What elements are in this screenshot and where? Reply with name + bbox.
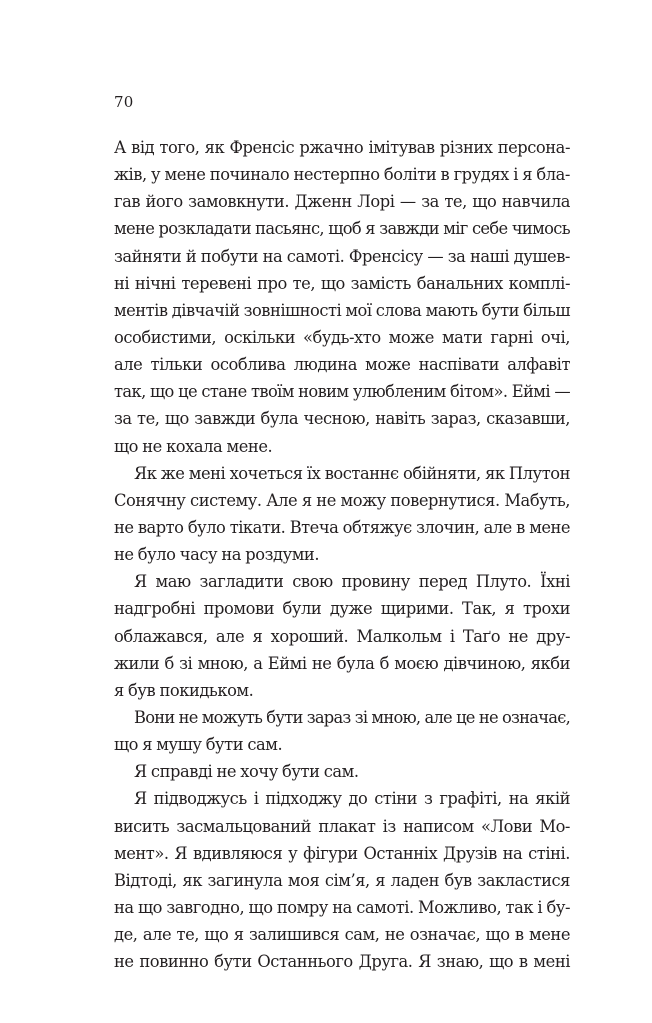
text-line: зайняти й побути на самоті. Френсісу — за наші душев- — [114, 246, 570, 266]
text-line: Я маю загладити свою провину перед Плуто. Їхні — [134, 572, 570, 592]
text-line: ні нічні теревені про те, що замість банальних комплі- — [114, 273, 570, 293]
text-line: Як же мені хочеться їх востаннє обійняти, як Плутон — [134, 463, 570, 483]
text-line: особистими, оскільки «будь-хто може мати гарні очі, — [114, 327, 570, 347]
text-line: що я мушу бути сам. — [114, 735, 283, 755]
text-line: облажався, але я хороший. Малкольм і Таґо не дру- — [114, 626, 570, 646]
text-line: не повинно бути Останнього Друга. Я знаю, що в мені — [114, 952, 570, 972]
text-line: за те, що завжди була чесною, навіть зараз, сказавши, — [114, 409, 570, 429]
text-line: мене розкладати пасьянс, щоб я завжди міг себе чимось — [114, 219, 570, 239]
text-line: жили б зі мною, а Еймі не була б моєю дівчиною, якби — [114, 653, 570, 673]
text-line: надгробні промови були дуже щирими. Так, я трохи — [114, 599, 570, 619]
page-number: 70 — [114, 93, 134, 111]
text-line: не було часу на роздуми. — [114, 545, 320, 565]
text-line: не варто було тікати. Втеча обтяжує злочин, але в мене — [114, 517, 570, 537]
text-line: А від того, як Френсіс ржачно імітував різних персона- — [114, 138, 570, 157]
text-line: висить засмальцований плакат із написом «Лови Мо- — [114, 816, 570, 836]
text-line: мент». Я вдивляюся у фігури Останніх Друзів на стіні. — [114, 843, 570, 863]
text-line: Вони не можуть бути зараз зі мною, але це не означає, — [134, 707, 570, 727]
text-line: Відтоді, як загинула моя сім’я, я ладен був закластися — [114, 870, 570, 890]
text-line: жів, у мене починало нестерпно боліти в грудях і я бла- — [114, 165, 570, 185]
text-line: що не кохала мене. — [114, 436, 273, 456]
text-line: Сонячну систему. Але я не можу повернутися. Мабуть, — [114, 490, 570, 510]
text-line: де, але те, що я залишився сам, не означає, що в мене — [114, 925, 570, 945]
text-line: так, що це стане твоїм новим улюбленим бітом». Еймі — — [114, 382, 570, 402]
text-line: гав його замовкнути. Дженн Лорі — за те, що навчила — [114, 192, 570, 212]
text-line: я був покидьком. — [114, 680, 254, 700]
text-line: але тільки особлива людина може наспівати алфавіт — [114, 355, 570, 375]
text-line: Я підводжусь і підходжу до стіни з графіті, на якій — [134, 789, 570, 809]
body-text — [114, 134, 570, 975]
text-line: на що завгодно, що помру на самоті. Можливо, так і бу- — [114, 897, 570, 917]
text-line: Я справді не хочу бути сам. — [134, 762, 359, 782]
text-line: ментів дівчачій зовнішності мої слова мають бути більш — [114, 300, 570, 320]
